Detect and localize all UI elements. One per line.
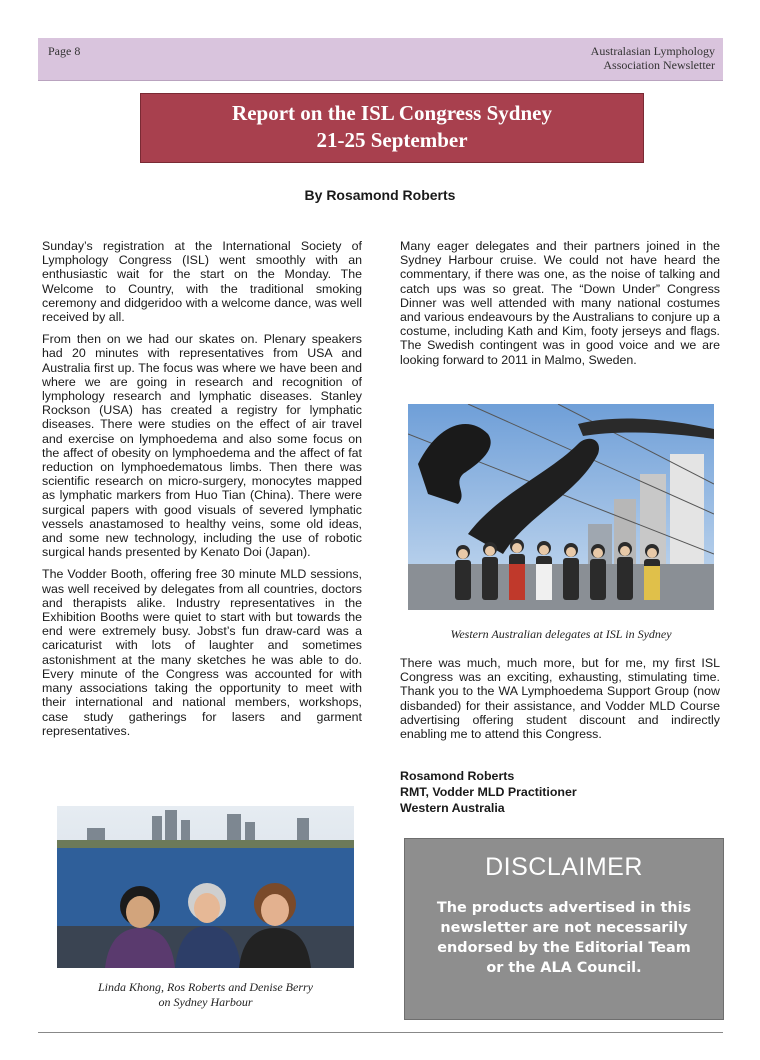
byline: By Rosamond Roberts xyxy=(304,187,456,203)
left-column xyxy=(42,239,362,746)
author-location: Western Australia xyxy=(400,801,505,815)
paragraph: There was much, much more, but for me, my first ISL Congress was an exciting, exhausting, stimulating time. Thank you to the WA Lymphoedema Support Group (now disbanded) for their assistance, and Vodder MLD Course advertising offering student discount and indirectly enabling me to attend this Congress. xyxy=(400,656,720,742)
publication-name xyxy=(591,44,715,72)
article-title: Report on the ISL Congress Sydney xyxy=(232,101,552,125)
disclaimer-text: The products advertised in this newsletter are not necessarily endorsed by the Editorial Team or the ALA Council. xyxy=(436,900,692,976)
delegates-photo xyxy=(408,404,714,610)
page-header xyxy=(38,38,723,81)
harbour-photo-caption-line1: Linda Khong, Ros Roberts and Denise Berry xyxy=(98,980,313,994)
article-title-banner xyxy=(140,93,644,163)
harbour-photo-caption-line2: on Sydney Harbour xyxy=(158,995,253,1009)
footer-divider xyxy=(38,1032,723,1033)
right-column-bottom xyxy=(400,656,720,749)
disclaimer-box xyxy=(404,838,724,1020)
article-dates: 21-25 September xyxy=(316,128,468,152)
page-number: Page 8 xyxy=(48,44,81,58)
harbour-photo xyxy=(57,806,354,968)
delegates-photo-caption: Western Australian delegates at ISL in Sydney xyxy=(450,627,672,641)
author-signature xyxy=(400,768,577,816)
publication-name-line2: Association Newsletter xyxy=(603,58,715,72)
author-title: RMT, Vodder MLD Practitioner xyxy=(400,785,577,799)
right-column-top xyxy=(400,239,720,375)
paragraph: Sunday’s registration at the International Society of Lymphology Congress (ISL) went smoothly with an enthusiastic wait for the start on the Monday. The Welcome to Country, with the traditional smoking ceremony and didgeridoo with a welcome dance, was well received by all. xyxy=(42,239,362,325)
disclaimer-heading: DISCLAIMER xyxy=(485,853,643,881)
paragraph: From then on we had our skates on. Plenary speakers had 20 minutes with representatives from USA and Australia first up. The focus was where we have been and where we are going in research and recognition of lymphology research and lymphatic diseases. Stanley Rockson (USA) has created a registry for lymphatic diseases. There were studies on the effect of air travel and exercise on lymphoedema and also some focus on the affect of obesity on lymphoedema and the affect of fat reduction on lymphoedematous limbs. Then there was scientific research on micro-surgery, monocytes mapped as lymphatic markers from Huo Tian (China). There were surgical papers with good visuals of severed lymphatic vessels anastamosed to healthy veins, some old ideas, and some new technology, including the use of robotic surgical hands presented by Kenato Doi (Japan). xyxy=(42,332,362,560)
paragraph: The Vodder Booth, offering free 30 minute MLD sessions, was well received by delegates from all countries, doctors and therapists alike. Industry representatives in the Exhibition Booths were quiet to start with but towards the end were extremely busy. Jobst’s fun draw-card was a caricaturist with lots of laughter and sometimes astonishment at the many sketches he was able to do. Every minute of the Congress was accounted for with many associations taking the opportunity to meet with their international and national members, workshops, case study gatherings for lasers and garment representatives. xyxy=(42,567,362,738)
paragraph: Many eager delegates and their partners joined in the Sydney Harbour cruise. We could not have heard the commentary, if there was one, as the noise of talking and catch ups was so great. The “Down Under” Congress Dinner was well attended with many national costumes and various endeavours by the Australians to conjure up a costume, including Kath and Kim, footy jerseys and flags. The Swedish contingent was in good voice and we are looking forward to 2011 in Malmo, Sweden. xyxy=(400,239,720,367)
author-name: Rosamond Roberts xyxy=(400,769,515,783)
publication-name-line1: Australasian Lymphology xyxy=(590,44,715,58)
harbour-photo-caption xyxy=(57,980,354,1010)
